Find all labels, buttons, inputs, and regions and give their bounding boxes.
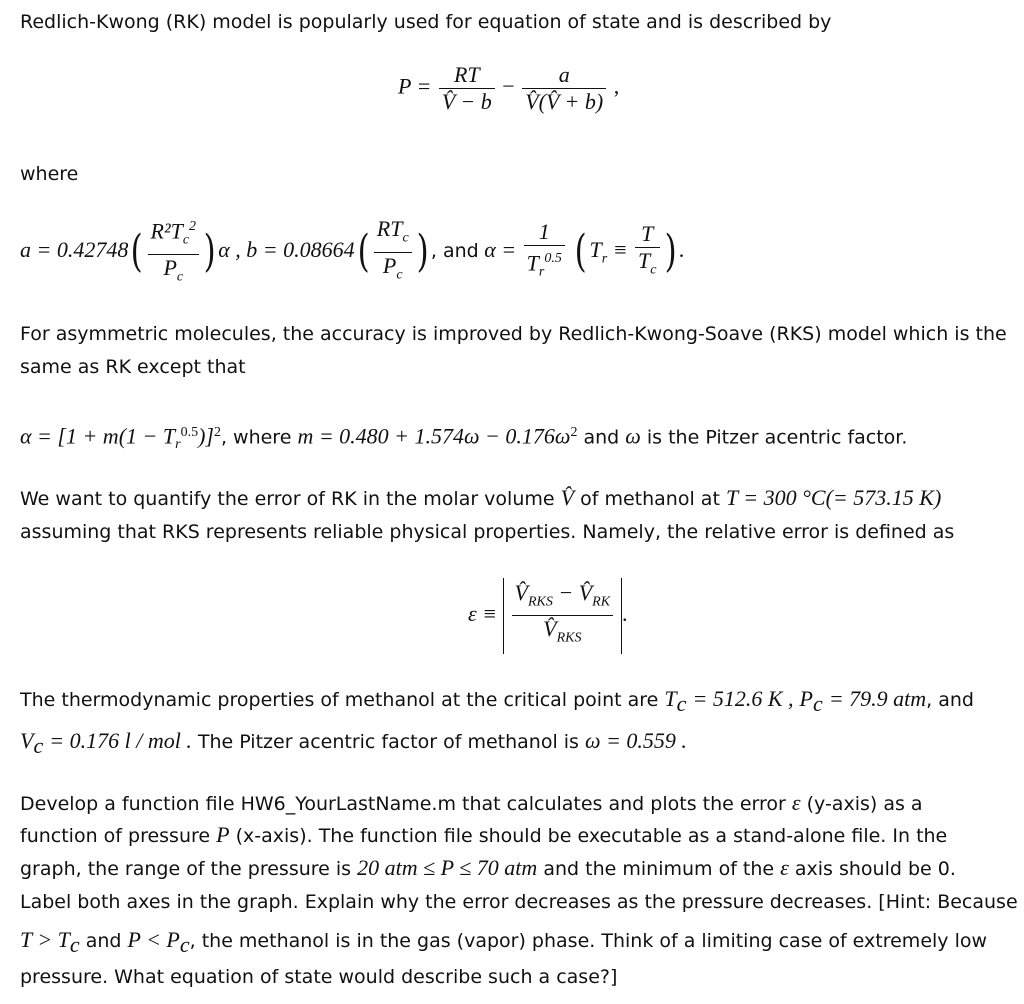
task-line6: pressure. What equation of state would describe such a case?] [20,966,618,988]
rk-lhs: P = [398,73,432,99]
task-line1: Develop a function file HW6_YourLastName.m that calculates and plots the error ε (y-axis) as a [20,790,923,815]
intro-text: Redlich-Kwong (RK) model is popularly used for equation of state and is described by [20,11,832,33]
error-intro-line2: assuming that RKS represents reliable physical properties. Namely, the relative error is defined as [20,521,955,543]
epsilon-fraction: $\frac{V̂_{RKS} - V̂_{RK}}{V̂_{RKS}}$ [512,580,614,652]
rk-fraction-1: $\frac{RT}{V̂ - b}$ [439,62,495,115]
task-line2: function of pressure P (x-axis). The function file should be executable as a stand-alone file. In the [20,822,948,847]
rk-minus: − [502,73,515,99]
rks-intro-line1: For asymmetric molecules, the accuracy is improved by Redlich-Kwong-Soave (RKS) model which is the [20,323,1007,345]
a-definition: a = 0.42748 [20,237,129,263]
m-definition: m = 0.480 + 1.574ω − 0.176ω [297,423,571,449]
task-line3: graph, the range of the pressure is 20 atm ≤ P ≤ 70 atm and the minimum of the ε axis should be 0. [20,855,956,880]
critical-props-line1: The thermodynamic properties of methanol at the critical point are $T_c = 512.6$ K , $P_c = 79.9$ atm, and [20,686,974,716]
epsilon-lhs: ε ≡ [468,600,498,626]
alpha-definition: α = [484,237,517,263]
error-intro-line1: We want to quantify the error of RK in the molar volume V̂ of methanol at T = 300 °C(= 573.15 K) [20,485,942,510]
tr-fraction: $\frac{T}{T_c}$ [635,221,659,283]
task-line5: $T > T_c$ and $P < P_c$, the methanol is in the gas (vapor) phase. Think of a limiting case of extremely low [20,927,988,957]
where-label: where [20,163,79,185]
epsilon-equation: ε ≡ $\frac{V̂_{RKS} - V̂_{RK}}{V̂_{RKS}}$ . [468,578,628,654]
alpha-fraction: $\frac{1}{T_r^{0.5}}$ [524,219,565,286]
task-line4: Label both axes in the graph. Explain why the error decreases as the pressure decreases. [Hint: Because [20,891,1018,913]
critical-props-line2: $V_c = 0.176$ l / mol . The Pitzer acentric factor of methanol is ω = 0.559 . [20,728,687,758]
b-fraction: $\frac{RT_c}{P_c}$ [374,216,412,288]
rk-comma: , [613,73,620,99]
rks-alpha-expression: α = [1 + m(1 − T [20,423,176,449]
rk-equation [398,62,619,115]
rks-intro-line2: same as RK except that [20,356,246,378]
tr-definition: $T_r$ ≡ [589,237,628,267]
rks-alpha-line: $\alpha = [1 + m(1 - T_r^{0.5})]^2$, where $m = 0.480 + 1.574\omega - 0.176\omega^2$ and ω is the Pitzer acentric factor. [20,423,908,453]
rk-fraction-2: $\frac{a}{V̂(V̂ + b)}$ [522,62,606,115]
a-fraction: $\frac{R^2T_c^2}{P_c}$ [148,214,200,290]
b-definition: b = 0.08664 [246,237,355,263]
parameter-equations: a = 0.42748( $\frac{R^2T_c^2}{P_c}$ ) α , b = 0.08664( $\frac{RT_c}{P_c}$ ) , and α = $\frac{1}{T_r^{0.5}}$ ( $T_r$ ≡ $\frac{T}{T_c}$ ) . [20,214,684,290]
epsilon-absolute-value [503,578,623,654]
